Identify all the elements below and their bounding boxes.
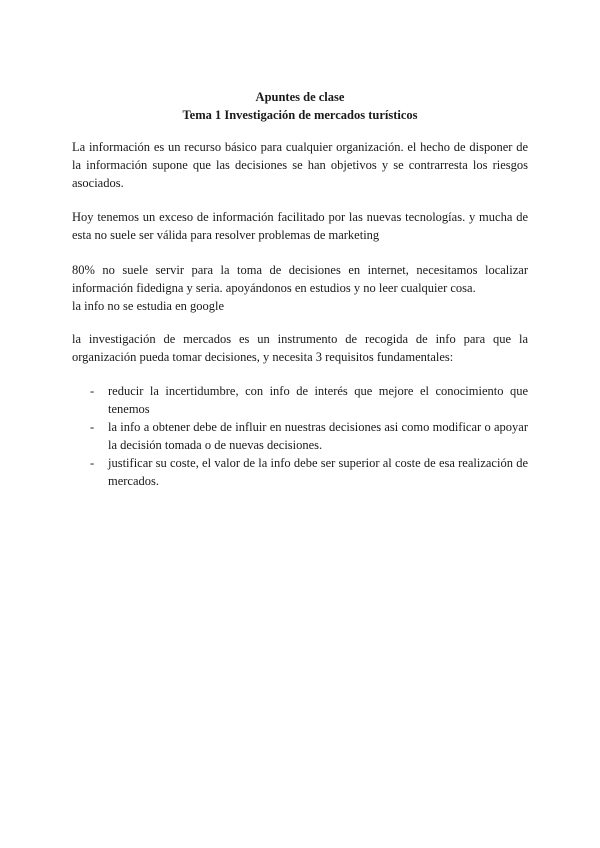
paragraph-information-excess: Hoy tenemos un exceso de información facilitado por las nuevas tecnologías. y mucha de esta no suele ser válida para resolver problemas de marketing [72, 210, 528, 242]
list-item-text: justificar su coste, el valor de la info debe ser superior al coste de esa realización de mercados. [108, 456, 528, 488]
bullet-dash: - [90, 456, 95, 470]
bullet-dash: - [90, 384, 95, 398]
paragraph-information-resource: La información es un recurso básico para cualquier organización. el hecho de disponer de la información supone que las decisiones se han objetivos y se contrarresta los riesgos asociados. [72, 140, 528, 190]
list-item-text: la info a obtener debe de influir en nuestras decisiones asi como modificar o apoyar la decisión tomada o de nuevas decisiones. [108, 420, 528, 452]
paragraph-market-research-definition: la investigación de mercados es un instrumento de recogida de info para que la organización pueda tomar decisiones, y necesita 3 requisitos fundamentales: [72, 332, 528, 364]
document-title: Apuntes de clase [255, 90, 345, 104]
requirements-list [90, 382, 528, 490]
list-item [90, 382, 528, 418]
document-header [72, 88, 528, 124]
list-item [90, 418, 528, 454]
paragraph-reliable-sources [72, 261, 528, 315]
list-item [90, 454, 528, 490]
document-subtitle: Tema 1 Investigación de mercados turísticos [182, 108, 418, 122]
list-item-text: reducir la incertidumbre, con info de interés que mejore el conocimiento que tenemos [108, 384, 528, 416]
paragraph-google-note: la info no se estudia en google [72, 299, 225, 313]
bullet-dash: - [90, 420, 95, 434]
paragraph-reliable-sources-text: 80% no suele servir para la toma de decisiones en internet, necesitamos localizar información fidedigna y seria. apoyándonos en estudios y no leer cualquier cosa. [72, 263, 528, 295]
